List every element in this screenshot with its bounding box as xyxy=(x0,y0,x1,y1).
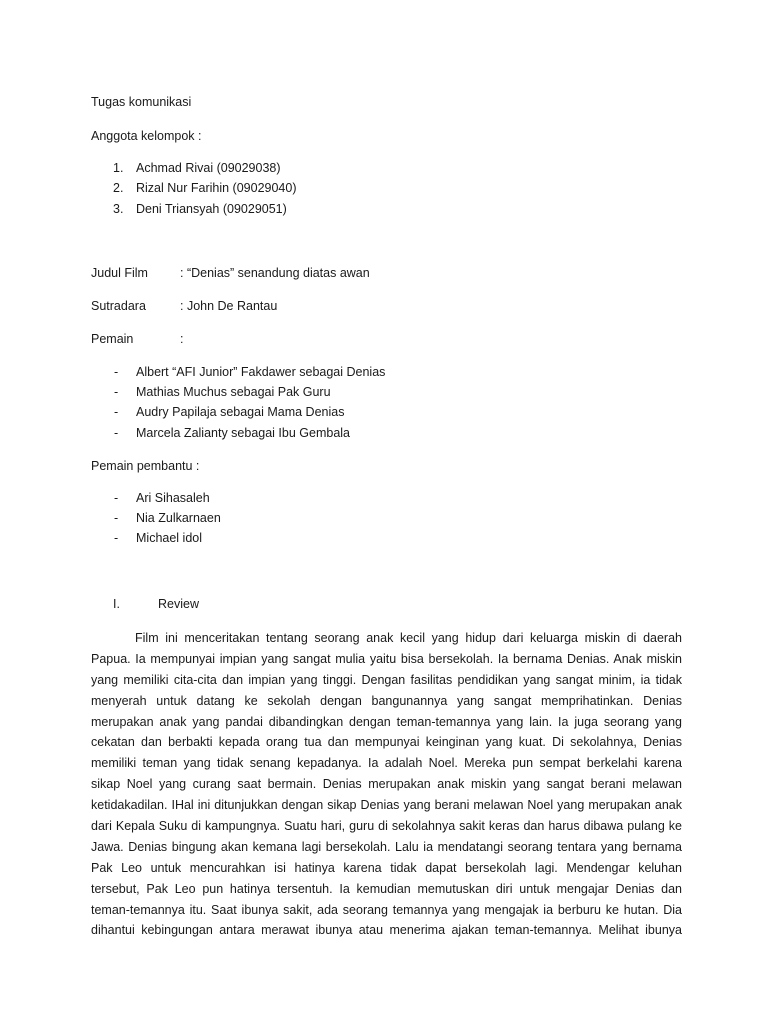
cast-value: : xyxy=(180,332,184,346)
dash-bullet: - xyxy=(114,385,119,399)
support-item: Michael idol xyxy=(136,531,203,545)
film-value: : “Denias” senandung diatas awan xyxy=(180,266,370,280)
director-value: : John De Rantau xyxy=(180,299,278,313)
cast-item: Albert “AFI Junior” Fakdawer sebagai Denias xyxy=(136,365,386,379)
review-line: menyerah untuk datang ke sekolah dengan bangunannya yang sangat memprihatinkan. Denias xyxy=(91,693,682,708)
review-line: Jawa. Denias bingung akan kemana lagi bersekolah. Lalu ia mendatangi seorang tentara yang bernama xyxy=(91,839,682,854)
section-title: Review xyxy=(158,597,199,611)
review-paragraph xyxy=(91,628,682,941)
review-line: teman-temannya itu. Saat ibunya sakit, ada seorang temannya yang mengajak ia berburu ke hutan. Dia xyxy=(91,902,682,917)
dash-bullet: - xyxy=(114,365,119,379)
review-line: dihantui kebingungan antara merawat ibunya atau menerima ajakan teman-temannya. Melihat ibunya xyxy=(91,923,682,938)
dash-bullet: - xyxy=(114,531,119,545)
review-line: cekatan dan berbakti kepada orang tua dan mempunyai keinginan yang kuat. Di sekolahnya, Denias xyxy=(91,735,682,750)
review-line: merupakan anak yang pandai dibandingkan dengan teman-temannya yang lain. Ia juga seorang yang xyxy=(91,714,682,729)
dash-bullet: - xyxy=(114,511,119,525)
cast-item: Marcela Zalianty sebagai Ibu Gembala xyxy=(136,426,351,440)
review-line: dari Kepala Suku di kampungnya. Suatu hari, guru di sekolahnya sakit keras dan harus dibawa pulang ke xyxy=(91,819,682,834)
cast-item: Audry Papilaja sebagai Mama Denias xyxy=(136,405,345,419)
review-line: yang memiliki cita-cita dan impian yang tinggi. Dengan fasilitas pendidikan yang sangat minim, ia tidak xyxy=(91,672,682,687)
task-title: Tugas komunikasi xyxy=(91,95,192,109)
review-line: Film ini menceritakan tentang seorang anak kecil yang hidup dari keluarga miskin di daerah xyxy=(135,631,682,645)
support-item: Ari Sihasaleh xyxy=(136,491,210,505)
review-line: ketidakadilan. IHal ini ditunjukkan dengan sikap Denias yang berani melawan Noel yang merupakan anak xyxy=(91,798,682,813)
section-number: I. xyxy=(113,597,120,611)
member-number: 3. xyxy=(113,202,124,216)
review-line: Pak Leo untuk mencurahkan isi hatinya karena tidak dapat bersekolah lagi. Mendengar keluhan xyxy=(91,860,682,875)
group-heading: Anggota kelompok : xyxy=(91,129,202,143)
review-line: sikap Noel yang curang saat bermain. Denias merupakan anak miskin yang sangat berani melawan xyxy=(91,777,682,792)
dash-bullet: - xyxy=(114,426,119,440)
review-line: Papua. Ia mempunyai impian yang sangat mulia yaitu bisa bersekolah. Ia bernama Denias. Anak miskin xyxy=(91,651,682,666)
cast-label: Pemain xyxy=(91,332,134,346)
member-name: Deni Triansyah (09029051) xyxy=(136,202,287,216)
film-label: Judul Film xyxy=(91,266,148,280)
member-number: 1. xyxy=(113,161,124,175)
member-number: 2. xyxy=(113,181,124,195)
review-line: memiliki teman yang tidak senang kepadanya. Ia adalah Noel. Mereka pun sempat berkelahi karena xyxy=(91,756,682,771)
dash-bullet: - xyxy=(114,405,119,419)
dash-bullet: - xyxy=(114,491,119,505)
director-label: Sutradara xyxy=(91,299,146,313)
member-name: Rizal Nur Farihin (09029040) xyxy=(136,181,297,195)
support-heading: Pemain pembantu : xyxy=(91,459,200,473)
cast-item: Mathias Muchus sebagai Pak Guru xyxy=(136,385,331,399)
support-item: Nia Zulkarnaen xyxy=(136,511,221,525)
review-line: tersebut, Pak Leo pun hatinya tersentuh. Ia kemudian memutuskan diri untuk mengajar Denias dan xyxy=(91,881,682,896)
member-name: Achmad Rivai (09029038) xyxy=(136,161,281,175)
